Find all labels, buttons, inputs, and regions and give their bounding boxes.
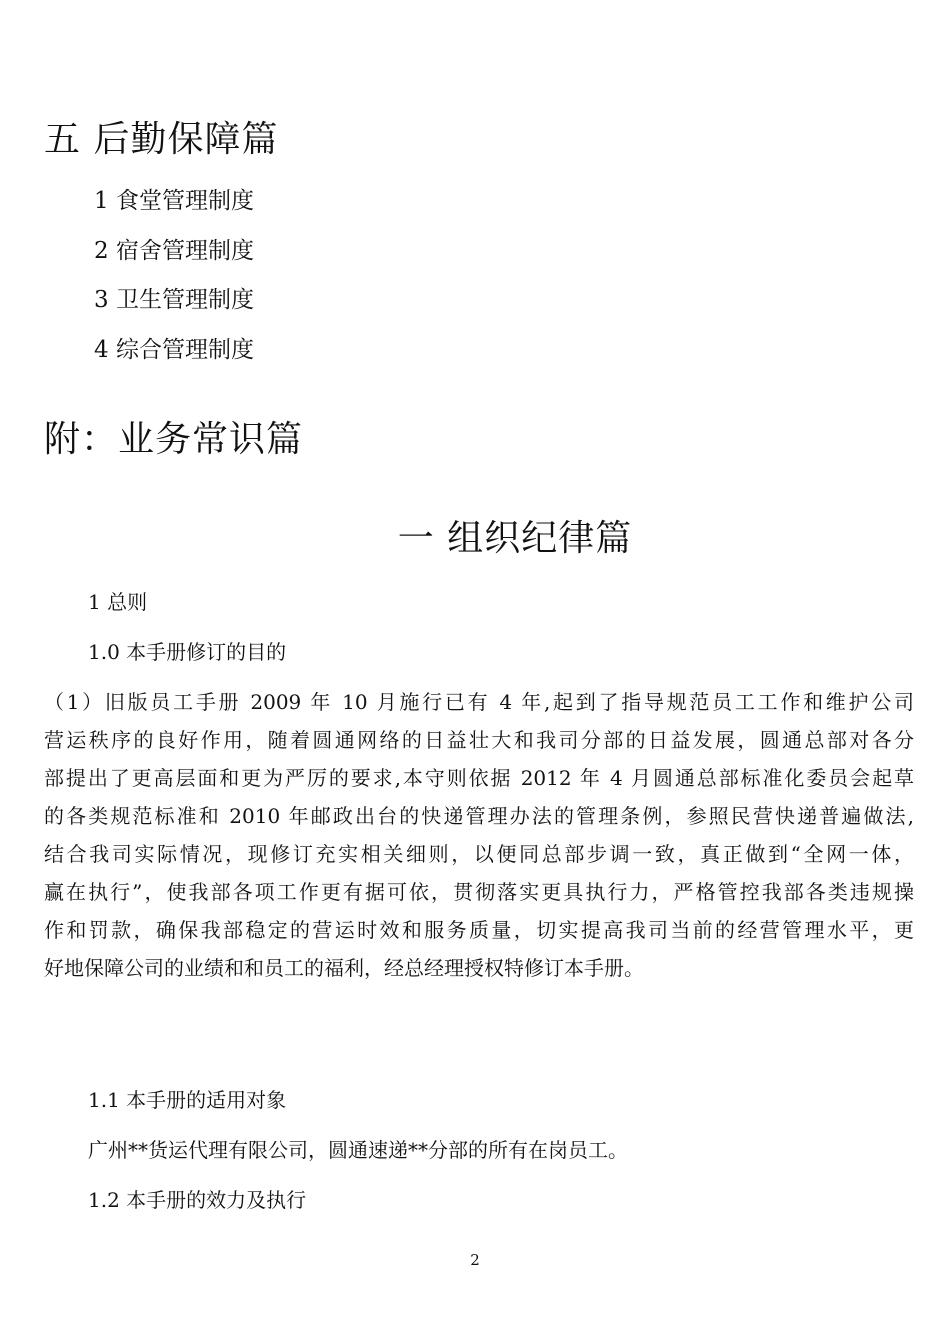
toc-item-general-management: 4 综合管理制度 [94,337,254,363]
toc-item-hygiene: 3 卫生管理制度 [94,287,254,313]
effect-heading: 1.2 本手册的效力及执行 [88,1188,307,1212]
chapter-one-title: 一 组织纪律篇 [397,518,633,559]
purpose-line: 赢在执行”，使我部各项工作更有据可依，贯彻落实更具执行力，严格管控我部各类违规操 [44,880,914,904]
purpose-line: （1）旧版员工手册 2009 年 10 月施行已有 4 年,起到了指导规范员工工作和维护公司 [44,690,914,714]
purpose-line: 好地保障公司的业绩和和员工的福利，经总经理授权特修订本手册。 [44,956,644,980]
purpose-line: 作和罚款，确保我部稳定的营运时效和服务质量，切实提高我司当前的经营管理水平，更 [44,918,914,942]
general-principles-heading: 1 总则 [88,590,148,614]
scope-heading: 1.1 本手册的适用对象 [88,1088,287,1112]
appendix-title: 附：业务常识篇 [44,419,304,460]
purpose-line: 的各类规范标准和 2010 年邮政出台的快递管理办法的管理条例，参照民营快递普遍做法, [44,804,914,828]
page-number: 2 [470,1251,480,1269]
purpose-heading: 1.0 本手册修订的目的 [88,640,287,664]
purpose-line: 结合我司实际情况，现修订充实相关细则，以便同总部步调一致，真正做到“全网一体， [44,842,914,866]
purpose-line: 部提出了更高层面和更为严厉的要求,本守则依据 2012 年 4 月圆通总部标准化委员会起草 [44,766,914,790]
purpose-paragraph [44,683,914,987]
toc-item-canteen: 1 食堂管理制度 [94,188,254,214]
purpose-line: 营运秩序的良好作用，随着圆通网络的日益壮大和我司分部的日益发展，圆通总部对各分 [44,728,914,752]
scope-text: 广州**货运代理有限公司，圆通速递**分部的所有在岗员工。 [88,1138,628,1162]
toc-item-dormitory: 2 宿舍管理制度 [94,238,254,264]
section-five-title: 五 后勤保障篇 [44,119,279,160]
